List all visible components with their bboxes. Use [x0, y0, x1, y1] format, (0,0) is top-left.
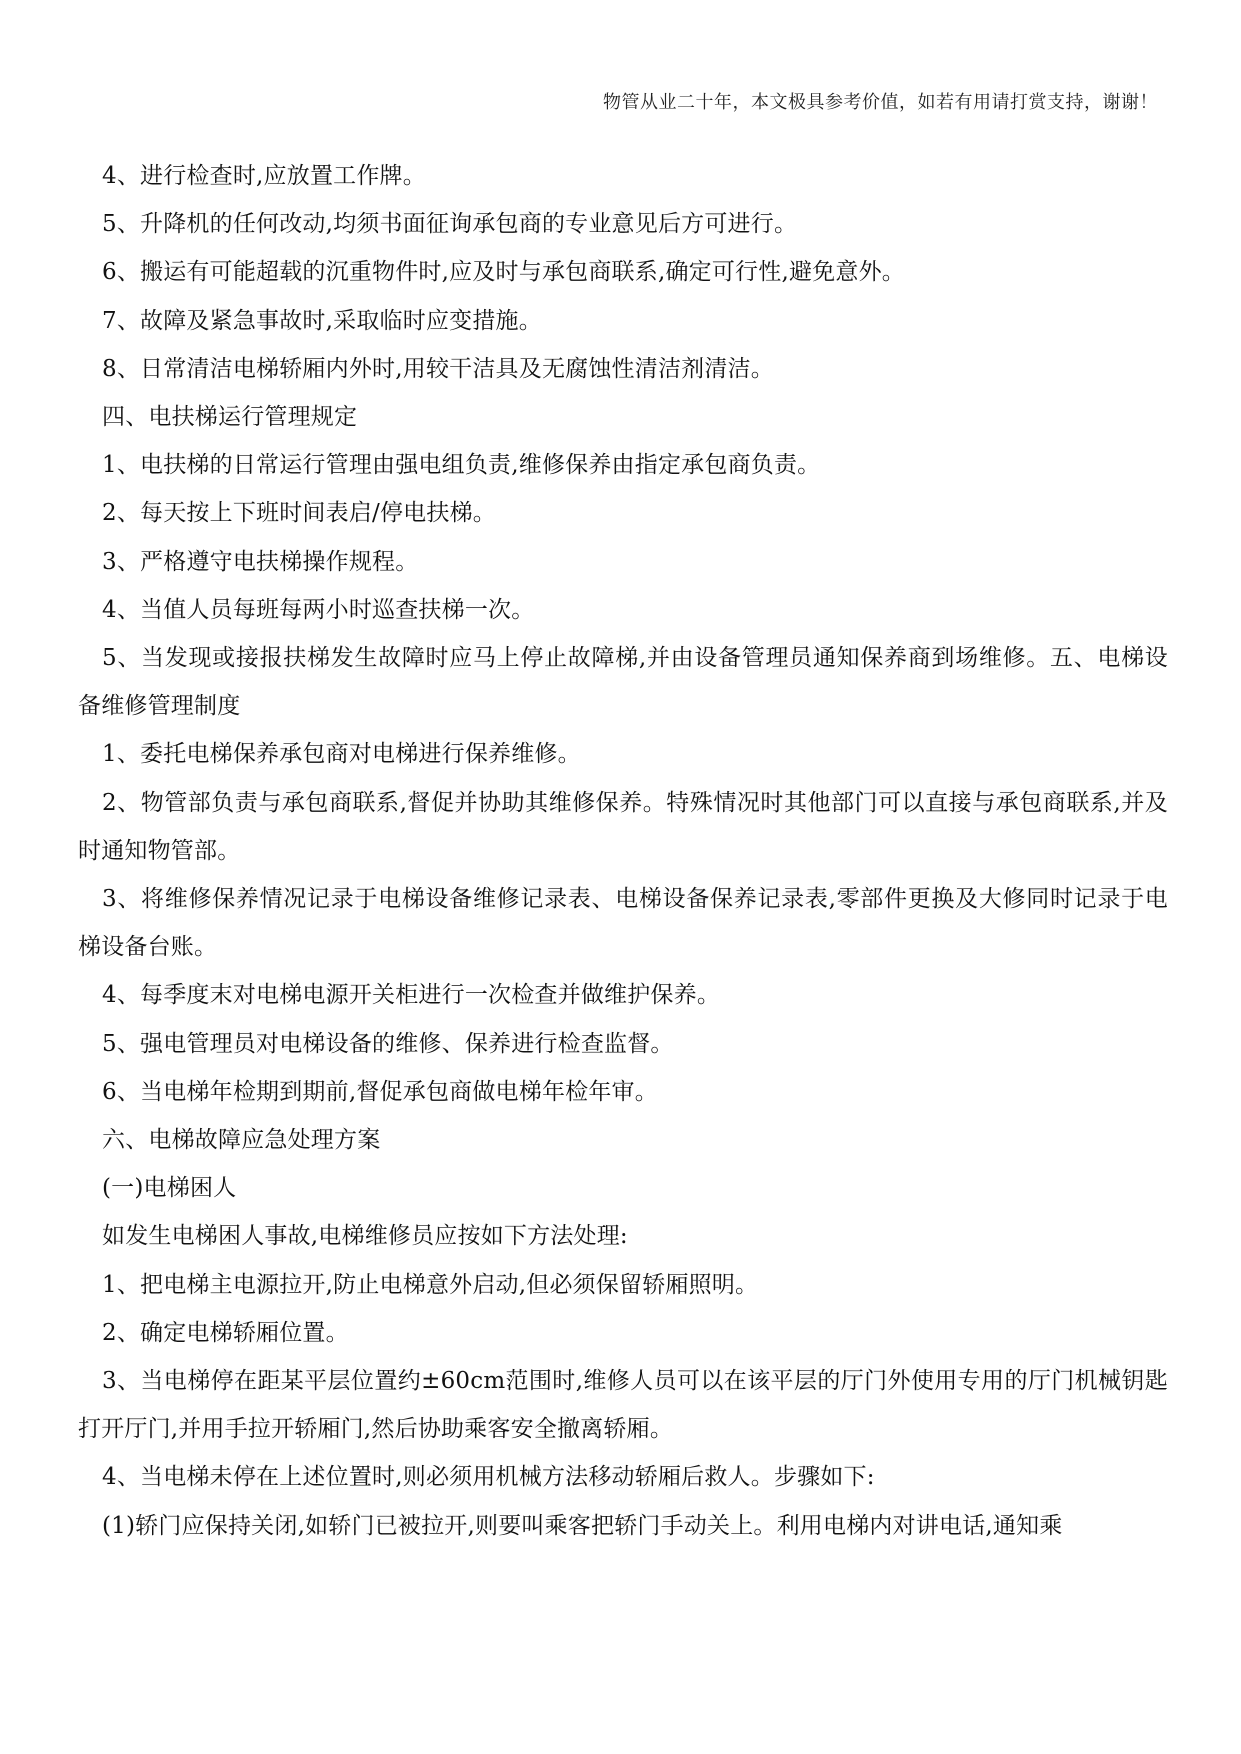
paragraph: 5、强电管理员对电梯设备的维修、保养进行检查监督。 — [102, 1030, 674, 1057]
paragraph: 8、日常清洁电梯轿厢内外时,用较干洁具及无腐蚀性清洁剂清洁。 — [102, 355, 774, 382]
paragraph: 1、把电梯主电源拉开,防止电梯意外启动,但必须保留轿厢照明。 — [102, 1271, 759, 1298]
paragraph: 3、当电梯停在距某平层位置约±60cm范围时,维修人员可以在该平层的厅门外使用专用的厅门机械钥匙打开厅门,并用手拉开轿厢门,然后协助乘客安全撤离轿厢。 — [78, 1368, 1168, 1443]
section-heading: 四、电扶梯运行管理规定 — [102, 404, 358, 431]
paragraph: 3、严格遵守电扶梯操作规程。 — [102, 548, 419, 575]
section-heading: 六、电梯故障应急处理方案 — [102, 1127, 381, 1154]
paragraph: 6、当电梯年检期到期前,督促承包商做电梯年检年审。 — [102, 1078, 658, 1105]
paragraph: 4、当值人员每班每两小时巡查扶梯一次。 — [102, 596, 535, 623]
paragraph: 2、确定电梯轿厢位置。 — [102, 1319, 349, 1346]
paragraph: 5、当发现或接报扶梯发生故障时应马上停止故障梯,并由设备管理员通知保养商到场维修。五、电梯设备维修管理制度 — [78, 645, 1168, 720]
paragraph: 2、每天按上下班时间表启/停电扶梯。 — [102, 500, 496, 527]
paragraph: 6、搬运有可能超载的沉重物件时,应及时与承包商联系,确定可行性,避免意外。 — [102, 259, 905, 286]
paragraph: 如发生电梯困人事故,电梯维修员应按如下方法处理: — [102, 1223, 628, 1250]
document-body — [78, 152, 1168, 1550]
paragraph: 1、委托电梯保养承包商对电梯进行保养维修。 — [102, 741, 581, 768]
paragraph: 4、当电梯未停在上述位置时,则必须用机械方法移动轿厢后救人。步骤如下: — [102, 1464, 875, 1491]
paragraph: 1、电扶梯的日常运行管理由强电组负责,维修保养由指定承包商负责。 — [102, 452, 821, 479]
paragraph: 7、故障及紧急事故时,采取临时应变措施。 — [102, 307, 542, 334]
paragraph: 5、升降机的任何改动,均须书面征询承包商的专业意见后方可进行。 — [102, 211, 798, 238]
subsection-heading: (一)电梯困人 — [102, 1175, 237, 1202]
paragraph: 2、物管部负责与承包商联系,督促并协助其维修保养。特殊情况时其他部门可以直接与承包商联系,并及时通知物管部。 — [78, 789, 1168, 864]
paragraph: 4、进行检查时,应放置工作牌。 — [102, 163, 426, 189]
paragraph: (1)轿门应保持关闭,如轿门已被拉开,则要叫乘客把轿门手动关上。利用电梯内对讲电话,通知乘 — [102, 1512, 1063, 1539]
paragraph: 4、每季度末对电梯电源开关柜进行一次检查并做维护保养。 — [102, 982, 721, 1009]
paragraph: 3、将维修保养情况记录于电梯设备维修记录表、电梯设备保养记录表,零部件更换及大修同时记录于电梯设备台账。 — [78, 886, 1168, 961]
header-note: 物管从业二十年，本文极具参考价值，如若有用请打赏支持，谢谢！ — [603, 92, 1158, 113]
